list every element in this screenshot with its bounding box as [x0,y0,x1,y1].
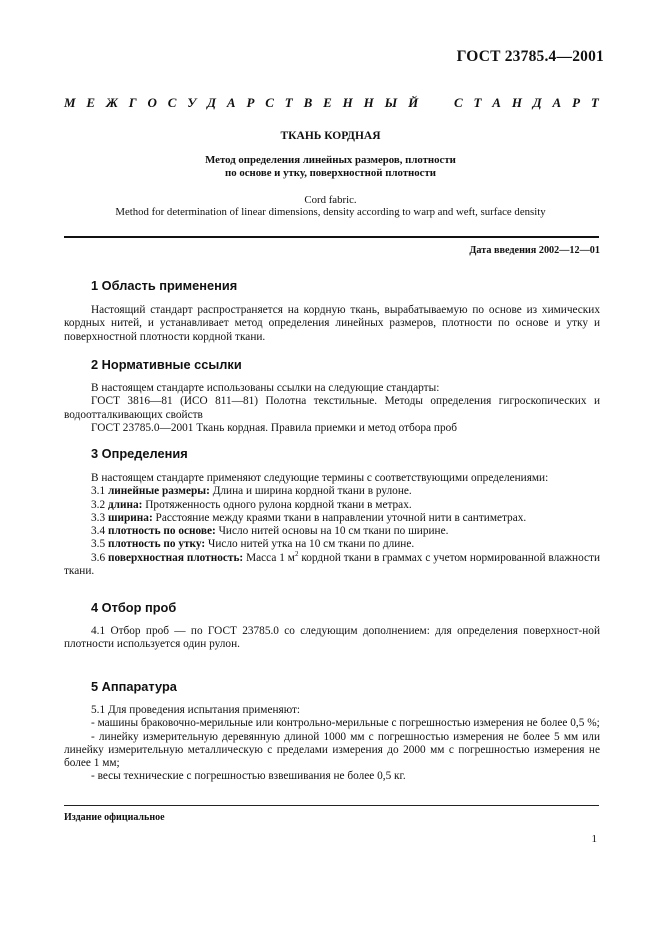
heading-letter: А [226,95,236,110]
section-5-intro: 5.1 Для проведения испытания применяют: [91,704,301,716]
section-2-intro: В настоящем стандарте использованы ссылки на следующие стандарты: [91,382,440,394]
heading-letter: Р [572,95,581,110]
heading-letter: С [265,95,274,110]
definition-3-5 [64,538,600,551]
heading-letter: Н [342,95,353,110]
definition-3-1 [64,485,600,498]
definition-number: 3.3 [91,511,106,524]
heading-letter: Т [590,95,599,110]
heading-letter: М [64,95,76,110]
heading-letter: Ж [105,95,118,110]
heading-letter: Т [284,95,293,110]
english-title-line-1: Cord fabric. [304,194,357,206]
section-4-text: 4.1 Отбор проб — по ГОСТ 23785.0 со следующим дополнением: для определения поверхност-ной плотности используется один рулон. [64,625,600,651]
heading-letter: У [187,95,197,110]
heading-letter: В [303,95,313,110]
heading-letter: С [167,95,177,110]
definition-term: линейные размеры: [107,485,210,498]
section-2-heading: 2 Нормативные ссылки [91,357,242,372]
section-5-heading: 5 Аппаратура [91,679,177,694]
definition-number: 3.4 [91,525,106,538]
heading-letter: Н [363,95,374,110]
definition-term: длина: [107,498,143,511]
heading-letter: Ы [384,95,398,110]
definition-text: Протяженность одного рулона кордной ткани в метрах. [142,498,412,511]
definition-3-2 [64,499,600,512]
definition-number: 3.6 [91,551,106,564]
heading-letter: Д [207,95,217,110]
reference-2: ГОСТ 23785.0—2001 Ткань кордная. Правила приемки и метод отбора проб [91,421,457,434]
definition-term: плотность по утку: [107,538,206,551]
section-3-intro: В настоящем стандарте применяют следующие термины с соответствующими определениями: [91,472,549,484]
heading-letter: Г [128,95,137,110]
definition-term: поверхностная плотность: [108,551,244,564]
reference-1: ГОСТ 3816—81 (ИСО 811—81) Полотна текстильные. Методы определения гигроскопических и водоотталкивающих свойств [64,395,600,421]
heading-letter: Д [532,95,542,110]
heading-letter: Р [246,95,255,110]
superscript: 2 [294,550,299,559]
definition-number: 3.1 [91,485,106,498]
definition-3-4 [64,525,600,538]
section-1-body [64,304,600,344]
definition-text: Число нитей основы на 10 см ткани по ширине. [215,525,449,538]
header-rule [64,236,599,238]
english-title-line-2: Method for determination of linear dimensions, density according to warp and weft, surface density [115,206,546,218]
section-3-body [64,472,600,578]
heading-letter: А [492,95,501,110]
subtitle-line-2: по основе и утку, поверхностной плотности [225,166,436,179]
heading-letter: Т [473,95,482,110]
standard-type-heading [64,96,599,109]
document-subtitle [0,154,661,179]
heading-letter: Н [511,95,522,110]
definition-term: плотность по основе: [107,525,216,538]
section-1-text: Настоящий стандарт распространяется на кордную ткань, вырабатываемую по основе из химических кордных нитей, и устанавливает метод определения линейных размеров, плотности по основе и утку и поверхностной плотности кордной ткани. [64,304,600,343]
apparatus-item-3: - весы технические с погрешностью взвешивания не более 0,5 кг. [91,770,406,783]
footer-rule [64,805,599,806]
section-4-heading: 4 Отбор проб [91,600,177,615]
definition-3-6 [64,552,600,579]
subtitle-line-1: Метод определения линейных размеров, плотности [205,154,456,166]
document-number: ГОСТ 23785.4—2001 [456,48,604,65]
heading-letter: Е [323,95,332,110]
section-4-body [64,625,600,652]
definition-text: кордной ткани в граммах с учетом нормированной влажности ткани. [64,551,601,578]
heading-letter: Й [408,95,419,110]
document-title: ТКАНЬ КОРДНАЯ [280,130,381,142]
heading-letter: О [147,95,157,110]
definition-text: Расстояние между краями ткани в направлении уточной нити в сантиметрах. [152,511,527,524]
apparatus-item-2: - линейку измерительную деревянную длиной 1000 мм с погрешностью измерения не более 5 мм или линейку измерительную металлическую с пределами измерения до 2000 мм с погрешностью измерения не более 1 мм; [64,730,600,770]
section-3-heading: 3 Определения [91,446,188,461]
word-gap [429,96,443,109]
definition-3-3 [64,512,600,525]
definition-number: 3.2 [91,498,106,511]
section-5-body [64,704,600,784]
definition-text: Число нитей утка на 10 см ткани по длине. [205,538,415,551]
heading-letter: А [552,95,562,110]
apparatus-item-1: - машины браковочно-мерильные или контрольно-мерильные с погрешностью измерения не более 0,5 %; [91,717,600,730]
definition-number: 3.5 [91,538,106,551]
heading-letter: Е [86,95,96,110]
introduction-date: Дата введения 2002—12—01 [469,245,600,256]
section-2-body [64,382,600,435]
definition-text: Длина и ширина кордной ткани в рулоне. [209,485,412,498]
official-edition-label: Издание официальное [64,812,165,823]
section-1-heading: 1 Область применения [91,278,238,293]
definition-term: ширина: [107,511,153,524]
page-number: 1 [591,833,597,845]
heading-letter: С [453,95,463,110]
definition-text: Масса 1 м [243,551,295,564]
